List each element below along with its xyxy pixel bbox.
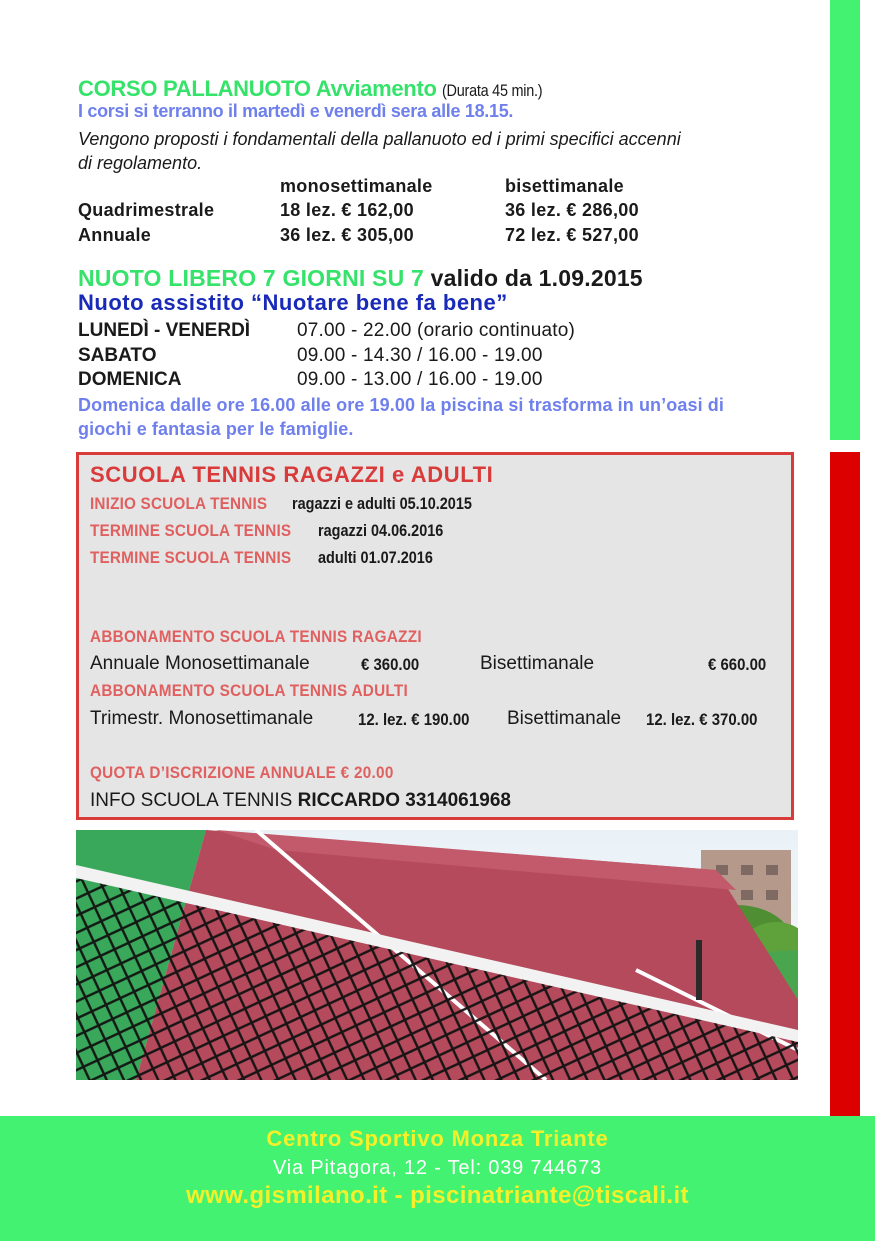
tennis-date-label: TERMINE SCUOLA TENNIS xyxy=(90,521,292,540)
adulti-bi-price-text: 12. lez. € 370.00 xyxy=(646,710,758,729)
ragazzi-bi-price xyxy=(708,654,774,676)
ragazzi-mono-price xyxy=(361,654,427,676)
adulti-mono-label: Trimestr. Monosettimanale xyxy=(90,708,314,729)
price-row-bi: 72 lez. € 527,00 xyxy=(505,225,639,245)
adulti-mono-price xyxy=(358,709,485,731)
tennis-date-label: INIZIO SCUOLA TENNIS xyxy=(90,494,268,513)
tennis-date-row xyxy=(90,494,503,514)
tennis-date-row xyxy=(90,521,466,541)
red-side-stripe xyxy=(830,452,860,1116)
tennis-info-label: INFO SCUOLA TENNIS xyxy=(90,790,293,811)
tennis-title: SCUOLA TENNIS RAGAZZI e ADULTI xyxy=(90,462,494,487)
tennis-date-value: ragazzi 04.06.2016 xyxy=(318,521,444,540)
pallanuoto-title xyxy=(78,76,560,102)
pallanuoto-duration: (Durata 45 min.) xyxy=(442,81,543,100)
adulti-bi-price xyxy=(646,709,773,731)
footer-web-email: www.gismilano.it - piscinatriante@tiscali.it xyxy=(186,1182,689,1209)
tennis-date-value: ragazzi e adulti 05.10.2015 xyxy=(291,494,472,513)
ragazzi-bi-label: Bisettimanale xyxy=(480,653,595,674)
ragazzi-mono-price-text: € 360.00 xyxy=(361,655,420,674)
hours-time: 07.00 - 22.00 (orario continuato) xyxy=(297,320,576,341)
annual-fee-label: QUOTA D’ISCRIZIONE ANNUALE xyxy=(90,763,337,782)
hours-day: DOMENICA xyxy=(78,369,182,390)
footer-address: Via Pitagora, 12 - Tel: 039 744673 xyxy=(273,1157,602,1179)
tennis-info-value: RICCARDO 3314061968 xyxy=(297,790,511,811)
nuoto-assistito-subtitle: Nuoto assistito “Nuotare bene fa bene” xyxy=(78,290,508,315)
price-header-bi: bisettimanale xyxy=(505,176,624,196)
hours-time: 09.00 - 14.30 / 16.00 - 19.00 xyxy=(297,345,543,366)
tennis-date-row xyxy=(90,548,454,568)
nuoto-libero-valid-from: valido da 1.09.2015 xyxy=(430,265,643,291)
pallanuoto-title-text: CORSO PALLANUOTO Avviamento xyxy=(78,76,437,101)
hours-day: LUNEDÌ - VENERDÌ xyxy=(78,320,251,341)
annual-fee-value: € 20.00 xyxy=(340,763,394,782)
price-row-bi: 36 lez. € 286,00 xyxy=(505,200,639,220)
price-header-mono: monosettimanale xyxy=(280,176,433,196)
adulti-mono-price-text: 12. lez. € 190.00 xyxy=(358,710,470,729)
ragazzi-subscription-heading: ABBONAMENTO SCUOLA TENNIS RAGAZZI xyxy=(90,627,422,646)
ragazzi-bi-price-text: € 660.00 xyxy=(708,655,767,674)
hours-time: 09.00 - 13.00 / 16.00 - 19.00 xyxy=(297,369,543,390)
tennis-info-contact xyxy=(90,790,511,812)
pallanuoto-description: Vengono proposti i fondamentali della pallanuoto ed i primi specifici accenni di regolamento. xyxy=(78,129,681,173)
pallanuoto-schedule: I corsi si terranno il martedì e venerdì sera alle 18.15. xyxy=(78,101,514,121)
green-side-stripe xyxy=(830,0,860,440)
tennis-date-label: TERMINE SCUOLA TENNIS xyxy=(90,548,292,567)
tennis-net-illustration xyxy=(76,830,798,1080)
price-row-mono: 18 lez. € 162,00 xyxy=(280,200,414,220)
adulti-bi-label: Bisettimanale xyxy=(507,708,622,729)
sunday-family-note: Domenica dalle ore 16.00 alle ore 19.00 la piscina si trasforma in un’oasi di giochi e fantasia per le famiglie. xyxy=(78,395,724,439)
footer-center-name: Centro Sportivo Monza Triante xyxy=(266,1126,609,1151)
tennis-net-photo xyxy=(76,830,798,1080)
price-row-label: Quadrimestrale xyxy=(78,200,215,220)
price-row-label: Annuale xyxy=(78,225,152,245)
ragazzi-mono-label: Annuale Monosettimanale xyxy=(90,653,310,674)
nuoto-libero-title xyxy=(78,265,643,292)
nuoto-libero-title-text: NUOTO LIBERO 7 GIORNI SU 7 xyxy=(78,265,424,291)
price-row-mono: 36 lez. € 305,00 xyxy=(280,225,414,245)
adulti-subscription-heading: ABBONAMENTO SCUOLA TENNIS ADULTI xyxy=(90,681,409,700)
tennis-date-value: adulti 01.07.2016 xyxy=(318,548,434,567)
hours-day: SABATO xyxy=(78,345,157,366)
annual-fee xyxy=(90,763,394,783)
